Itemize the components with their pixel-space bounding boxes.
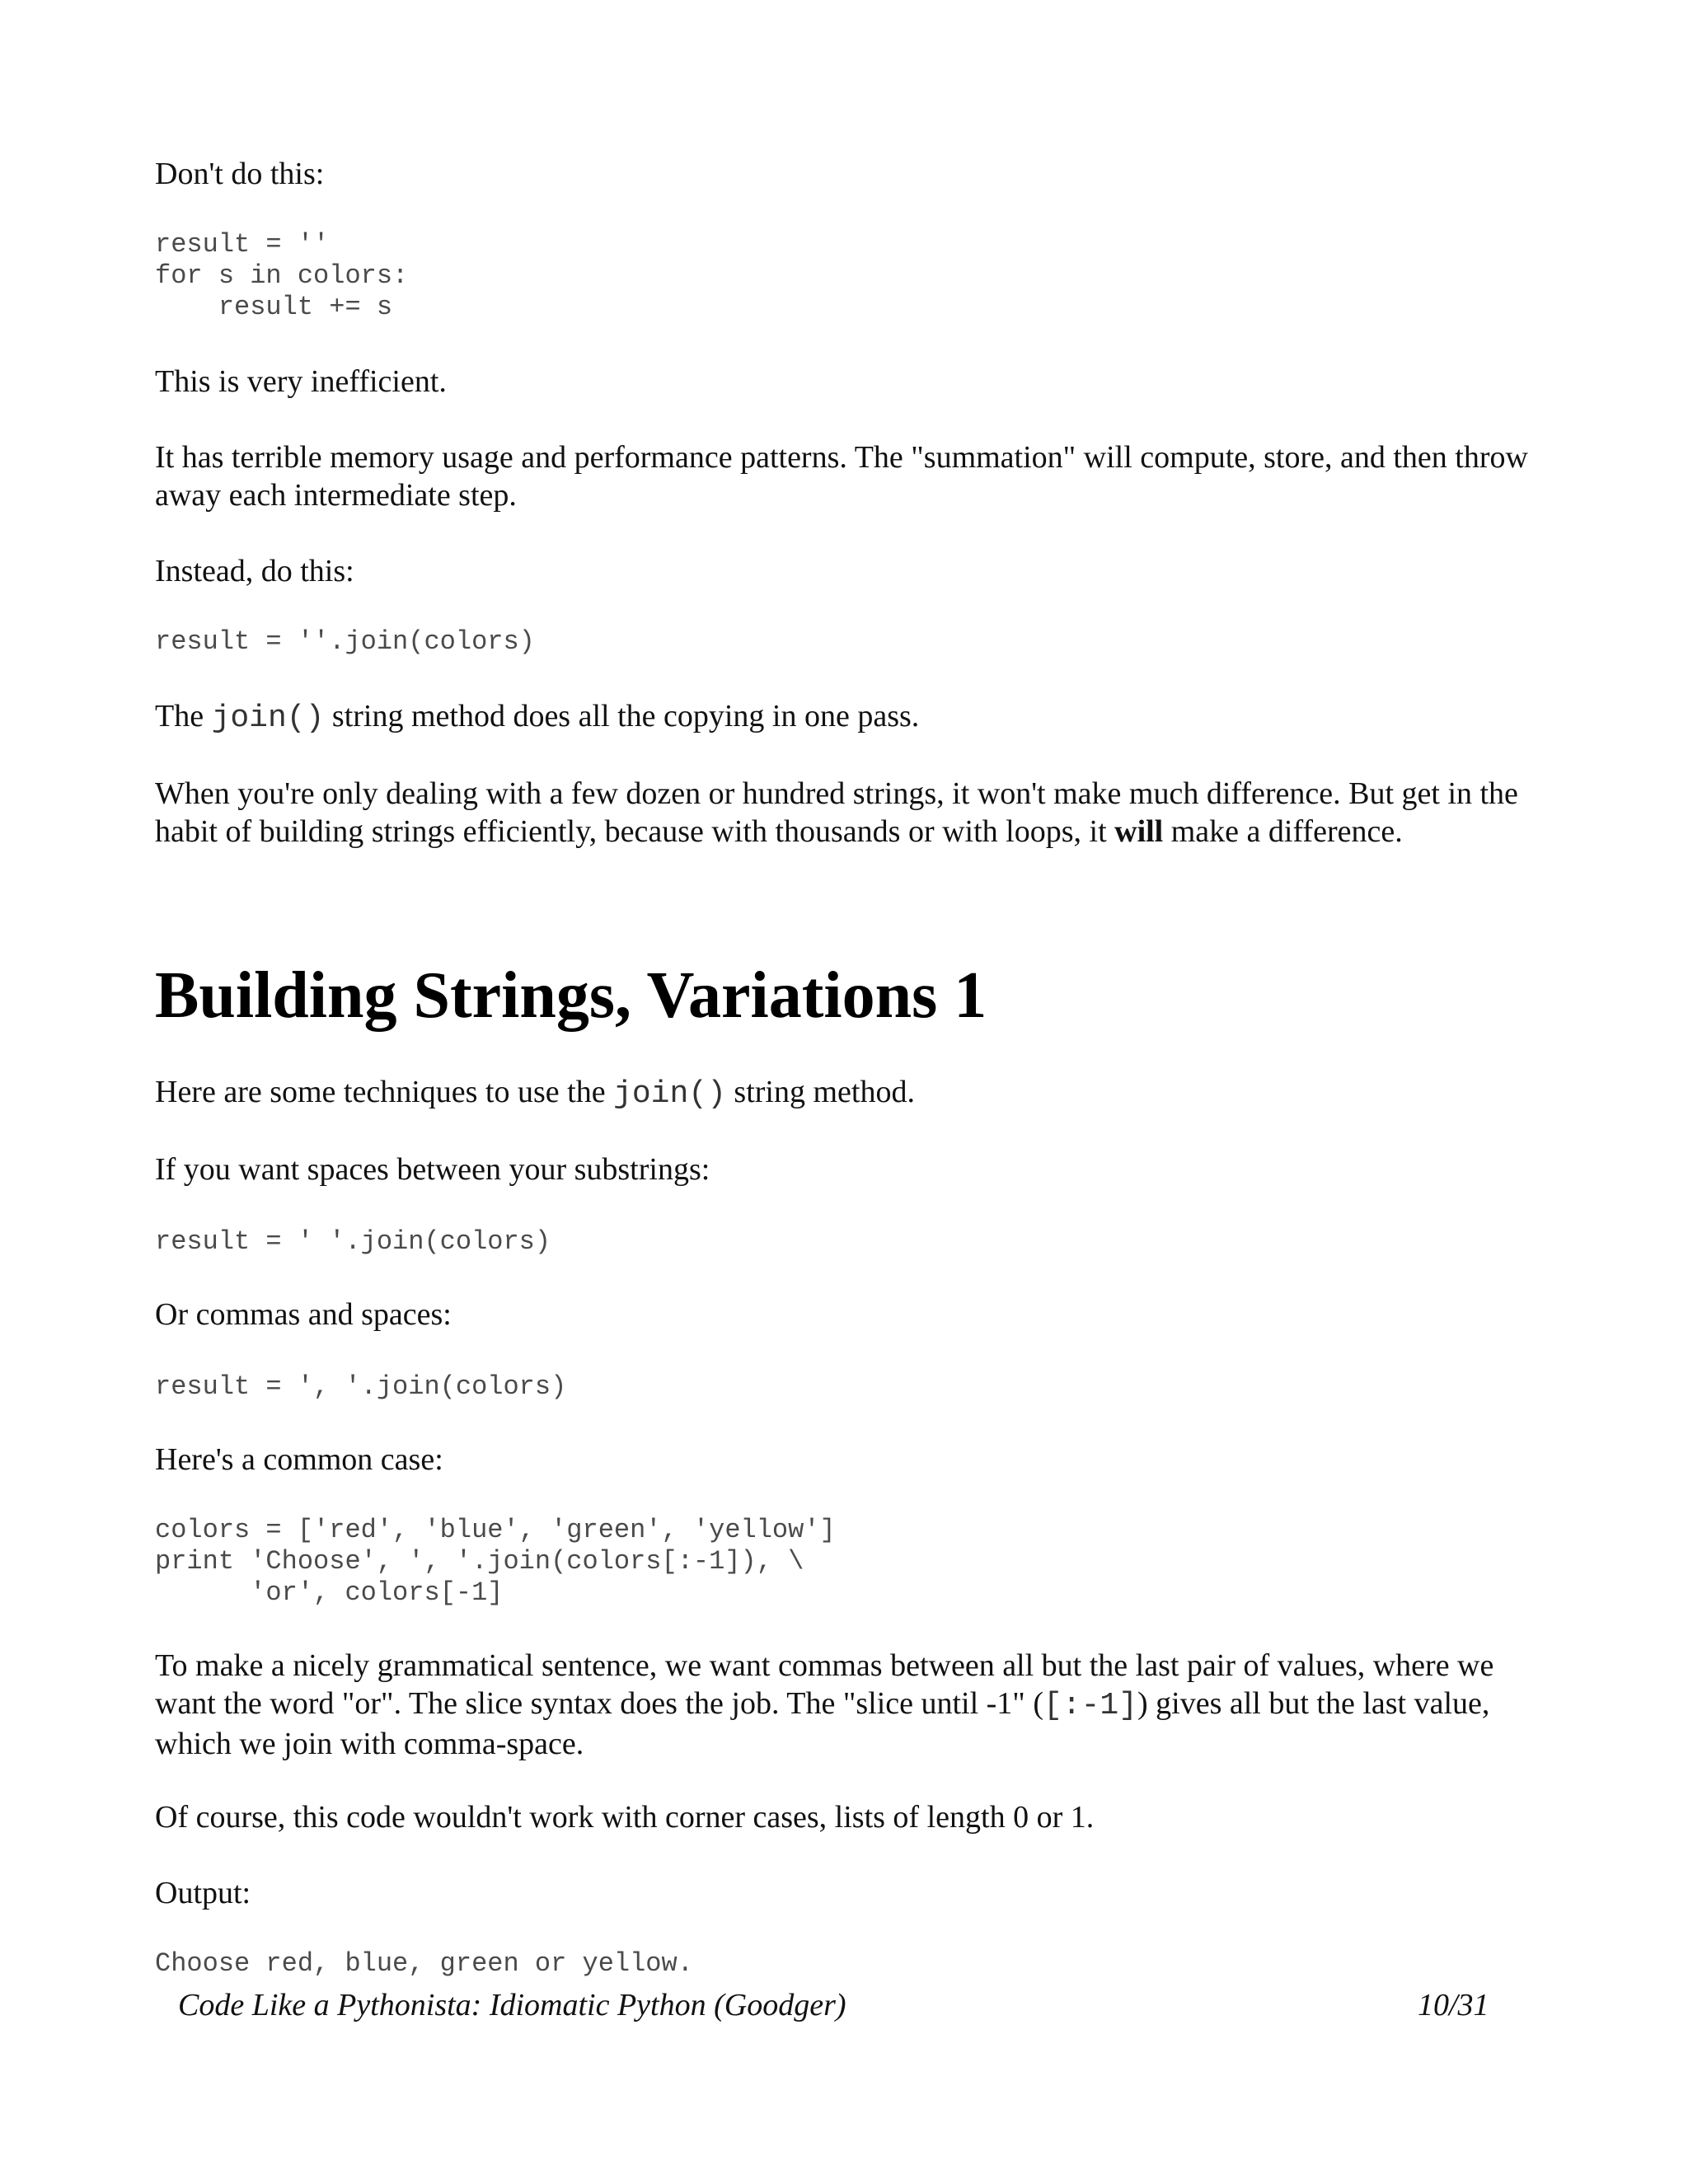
paragraph-grammatical-sentence: To make a nicely grammatical sentence, we want commas between all but the last pair of values, where we want the word "or". The slice syntax does the job. The "slice until -1" ([:-1]) gives all but the last value, which we join with comma-space. — [155, 1648, 1494, 1761]
paragraph-efficiency-habit: When you're only dealing with a few dozen or hundred strings, it won't make much difference. But get in the habit of building strings efficiently, because with thousands or with loops, it will make a difference. — [155, 776, 1518, 849]
footer-title: Code Like a Pythonista: Idiomatic Python (Goodger) — [178, 1988, 846, 2022]
paragraph-instead: Instead, do this: — [155, 554, 354, 588]
code-block-output: Choose red, blue, green or yellow. — [155, 1948, 693, 1979]
code-block-bad-concatenation: result = '' for s in colors: result += s — [155, 229, 409, 322]
code-block-comma-join: result = ', '.join(colors) — [155, 1371, 567, 1402]
inline-code-join: join() — [211, 701, 325, 736]
paragraph-spaces: If you want spaces between your substrings: — [155, 1152, 710, 1187]
inline-code-join: join() — [613, 1076, 726, 1112]
paragraph-join-method: The join() string method does all the copying in one pass. — [155, 699, 920, 736]
paragraph-output: Output: — [155, 1876, 251, 1910]
code-block-common-case: colors = ['red', 'blue', 'green', 'yellow'] print 'Choose', ', '.join(colors[:-1]), \ 'or', colors[-1] — [155, 1515, 836, 1608]
paragraph-common-case: Here's a common case: — [155, 1442, 443, 1477]
paragraph-techniques: Here are some techniques to use the join() string method. — [155, 1075, 915, 1112]
paragraph-dont-do-this: Don't do this: — [155, 157, 325, 191]
paragraph-memory-usage: It has terrible memory usage and performance patterns. The "summation" will compute, store, and then throw away each intermediate step. — [155, 440, 1528, 513]
paragraph-commas-spaces: Or commas and spaces: — [155, 1297, 452, 1332]
paragraph-corner-cases: Of course, this code wouldn't work with corner cases, lists of length 0 or 1. — [155, 1800, 1095, 1835]
paragraph-inefficient: This is very inefficient. — [155, 364, 447, 399]
emphasis-will: will — [1114, 814, 1164, 849]
inline-code-slice: [:-1] — [1043, 1688, 1138, 1723]
section-heading: Building Strings, Variations 1 — [155, 959, 987, 1032]
code-block-join: result = ''.join(colors) — [155, 626, 535, 657]
footer-page-number: 10/31 — [1418, 1988, 1489, 2022]
code-block-space-join: result = ' '.join(colors) — [155, 1226, 551, 1257]
